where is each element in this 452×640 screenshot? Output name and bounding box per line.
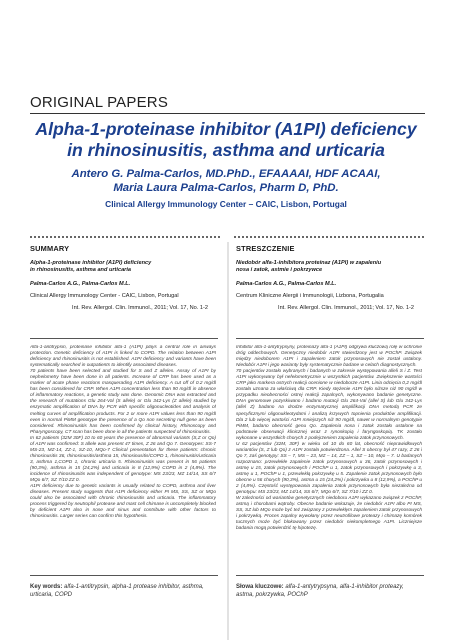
article-title <box>0 119 452 161</box>
summary-divider-left <box>30 236 220 238</box>
header-rule <box>30 113 425 114</box>
authors-line-2: Maria Laura Palma-Carlos, Pharm D, PhD. <box>113 182 339 194</box>
abstract-rule-left <box>30 338 218 339</box>
abstract-paragraph: In 62 patients (32M 30F) 10 to 60 years the presence of abnormal variants (S,Z or Qo) of A1PI was confirmed: S allele was present 47 times, Z 26 and Qo 7. Genotypes: SS-7 MS-23, MZ-14, ZZ-1, SZ-10, MQo-7 Clinical presentation for these patients: chronic rhinosinusitis 36, rhinosinusitis/asthma 15, rhinosinusitis/COPD 1, rhinosinusitis/urticaria 3, asthma 1,COPD 1, chronic urticaria 5. Rhinosinusitis was present in 56 patients (90,3%), asthma in 15 (24,2%) and urticaria in 8 (12,9%) COPD in 2 (4,8%). The incidence of rhinosinusitis was independent of genotype: MS 23/23, MZ 14/14, SS 6/7 MQo 6/7, SZ 7/10 ZZ 0. <box>30 435 216 484</box>
summary-en <box>30 244 216 311</box>
streszczenie-institution: Centrum Kliniczne Alergii i Immunologii, Lizbona, Portugalia <box>236 293 384 299</box>
abstract-rule-right <box>236 338 424 339</box>
abstract-paragraph: 70 patients have been selected and studied for S and Z alleles. Assay of A1PI by nephelometry have been done in all patients. Increase of CRP has been used as a marker of acute phase reactions masquerading A1PI deficiency. A cut off of 0.2 mg/dl has been considered for CRP. When A1PI concentration less than 90 mg/dl in absence of inflammatory reactions, a genetic study was done. Genomic DNA was extracted and the research of mutations Glu 264-Val (S allele) or Glu 342-Lys (Z allele) studied by enzymatic amplification of DNA by PCR with specific oligonucleotides and analysis of melting curves of amplification products. For 2 or more A1PI values less than 90 mg/dl even in normal PiMM genotype the presence of a Qo non secreting null gene as been considered. Rhinosinusitis has been confirmed by clinical history, Rhinoscopy and Pharyngoscopy, CT scan has been done in all the patients suspected of rhinosinusitis. <box>30 369 216 435</box>
abstract-paragraph: Alfa-1-antitrypsin, proteinase inhibitor alfa-1 (A1PI) plays a central role in airways protection. Genetic deficiency of A1PI is linked to COPD. The relation between A1PI deficiency and rhinosinusitis is not established. A1PI deficiency and variants have been systematically searched in outpatients to identify associated diseases. <box>30 345 216 369</box>
article-affiliation: Clinical Allergy Immunology Center – CAIC, Lisbon, Portugal <box>105 199 347 209</box>
article-title-line-1: Alpha-1-proteinase inhibitor (A1PI) deficiency <box>35 119 417 139</box>
summary-heading: SUMMARY <box>30 244 70 253</box>
streszczenie-title <box>236 260 422 274</box>
keywords-label: Key words: <box>30 584 63 590</box>
streszczenie-paragraph: 70 pacjentów zostało wybranych i badanych w zakresie występowania alleli S i Z. Test A1PI wykonywany był nefelometrycznie u wszystkich pacjentów. Zwiększenie wartości CRP jako markera ostrych reakcji ocenione w niedoborze A1PI. Linia odcięcia 0,2 mg/dl została uznana za właściwą dla CRP. Kiedy stężenie A1PI było niższe niż 90 mg/dl w przypadku nieobecności ostrej reakcji zapalnych, wykonywano badanie genetyczne. DNA genomowe pozyskiwano i badano mutacji Glu 264-Val (allel S) lub Glu 342-Lys (allel Z) badano na drodze enzymatycznej amplifikacji DNA metodą PCR ze specyficznymi oligonukleotydami i analizą krzywych topnienia produktów amplifikacji. Dla 2 lub więcej wartości A1PI mniejszych niż 90 mg/dl, nawet w normalnym genotypie PiMM, badano obecność genu Qo. Zapalenia nosa i zatok zostało ustalone na podstawie obserwacji klinicznej wraz z rynoskopią i faryngoskopią. TK zostało wykonane u wszystkich chorych z podejrzeniem zapalenia zatok przynosowych. <box>236 369 422 441</box>
summary-pl <box>236 244 422 311</box>
summary-institution: Clinical Allergy Immunology Center - CAIC, Lisbon, Portugal <box>30 293 179 299</box>
article-title-line-2: in rhinosinusitis, asthma and urticaria <box>67 140 385 160</box>
streszczenie-paragraph: Inhibitor alfa-1-antytrypsyny, proteinazy alfa-1 (A1PI) odgrywa kluczową rolę w ochronie dróg oddechowych. Genetyczny niedobór A1PI stwierdzony jest w POChP. Związek między niedoborem A1PI i zapaleniem zatok przynosowych nie został ustalony. Niedobór A1PI i jego warianty były systematycznie badane w celach diagnostycznych. <box>236 345 422 369</box>
abstract-body-en <box>30 345 216 552</box>
streszczenie-citation: Int. Rev. Allergol. Clin. Immunol., 2011; Vol. 17, No. 1-2 <box>278 305 414 311</box>
summary-title <box>30 260 216 274</box>
column-gutter <box>227 242 229 640</box>
summary-citation: Int. Rev. Allergol. Clin. Immunol., 2011; Vol. 17, No. 1-2 <box>72 305 208 311</box>
streszczenie-title-line-1: Niedobór alfa-1-inhibitora proteinaz (A1PI) w zapaleniu <box>236 260 382 266</box>
keywords-en <box>30 583 216 599</box>
streszczenie-paragraph: U 62 pacjentów (32M, 30F) w wieku od 10 do 60 lat, obecność nieprawidłowych wariantów (S, Z lub Qo) z A1PI została potwierdzona. Allel S obecny był 47 razy, Z 26 i Qo 7, zaś genotypy: SS – 7, MS – 23, MZ – 14, ZZ – 1, SZ – 10, Mqo – 7. U badanych rozpoznano: przewlekłe zapalenie zatok przynosowych u 36, zatok przynosowych i astmę u 15, zatok przynosowych i POChP u 1, zatok przynosowych i pokrzywkę u 3, astmę u 1, POChP u 1, przewlekłą pokrzywkę u 5. Zapalenie zatok przynosowych było obecne u 56 chorych (90,3%), astma u 15 (24,2%) i pokrzywka u 8 (12,9%), a POChP u 2 (4,8%). Częstość występowania zapalenia zatok przynosowych była niezależna od genotypu: MS 23/23, MZ 14/14, SS 6/7, MQo 6/7, SZ 7/10 i ZZ 0. <box>236 441 422 496</box>
summary-authors: Palma-Carlos A.G., Palma-Carlos M.L. <box>30 281 131 287</box>
authors-line-1: Antero G. Palma-Carlos, MD.PhD., EFAAAAI, HDF ACAAI, <box>71 168 381 180</box>
summary-title-line-1: Alpha-1-proteinase inhibitor (A1PI) deficiency <box>30 260 152 266</box>
summary-title-line-2: in rhinosinusitis, asthma and urticaria <box>30 267 132 273</box>
keywords-pl <box>236 583 422 599</box>
abstract-paragraph: A1PI deficiency due to genetic variants is usually related to COPD, asthma and liver diseases. Present study suggests that A1PI deficiency either PI MS, SS, SZ or MQo could also be associated with chronic rhinosinusitis and urticaria. The inflammatory process triggered by neutrophil protease and mast cell chimase is uncompletely blocked by deficient A1PI also in nose and sinus and contribute with other factors to rhinosinusitis. Larger series can confirm this hypothesis. <box>30 484 216 520</box>
streszczenie-paragraph: W zależności od wariantów genetycznych niedoboru A1PI wykazano związek z POChP, astmą i chorobami wątroby. Obecne badanie wskazuje, że niedobór A1PI albo PI MS, SS, SZ lub MQo może być też związany z przewlekłym zapaleniem zatok przynosowych i pokrzywką. Proces zapalny wywołany przez neutrofilowe proteazy i chimazę komórek tucznych może być blokowany przez niedobór niekompletnego A1PI. Liczniejsze badania mogą potwierdzić tę hipotezę. <box>236 496 422 532</box>
streszczenie-authors: Palma-Carlos A.G., Palma-Carlos M.L. <box>236 281 337 287</box>
streszczenie-heading: STRESZCZENIE <box>236 244 295 253</box>
section-label: ORIGINAL PAPERS <box>30 94 169 111</box>
keywords-text: alfa-1-antitrypsin, alpha-1 protease inhibitor, asthma, urticaria, COPD <box>30 584 204 598</box>
article-authors <box>0 167 452 195</box>
keywords-rule-right <box>236 575 424 576</box>
summary-divider-right <box>234 236 424 238</box>
slowa-kluczowe-label: Słowa kluczowe: <box>236 584 284 590</box>
streszczenie-title-line-2: nosa i zatok, astmie i pokrzywce <box>236 267 323 273</box>
keywords-rule-left <box>30 575 218 576</box>
slowa-kluczowe-text: alfa-1-antytrypsyna, alfa-1-inhibitor proteazy, astma, pokrzywka, POChP <box>236 584 404 598</box>
abstract-body-pl <box>236 345 422 552</box>
